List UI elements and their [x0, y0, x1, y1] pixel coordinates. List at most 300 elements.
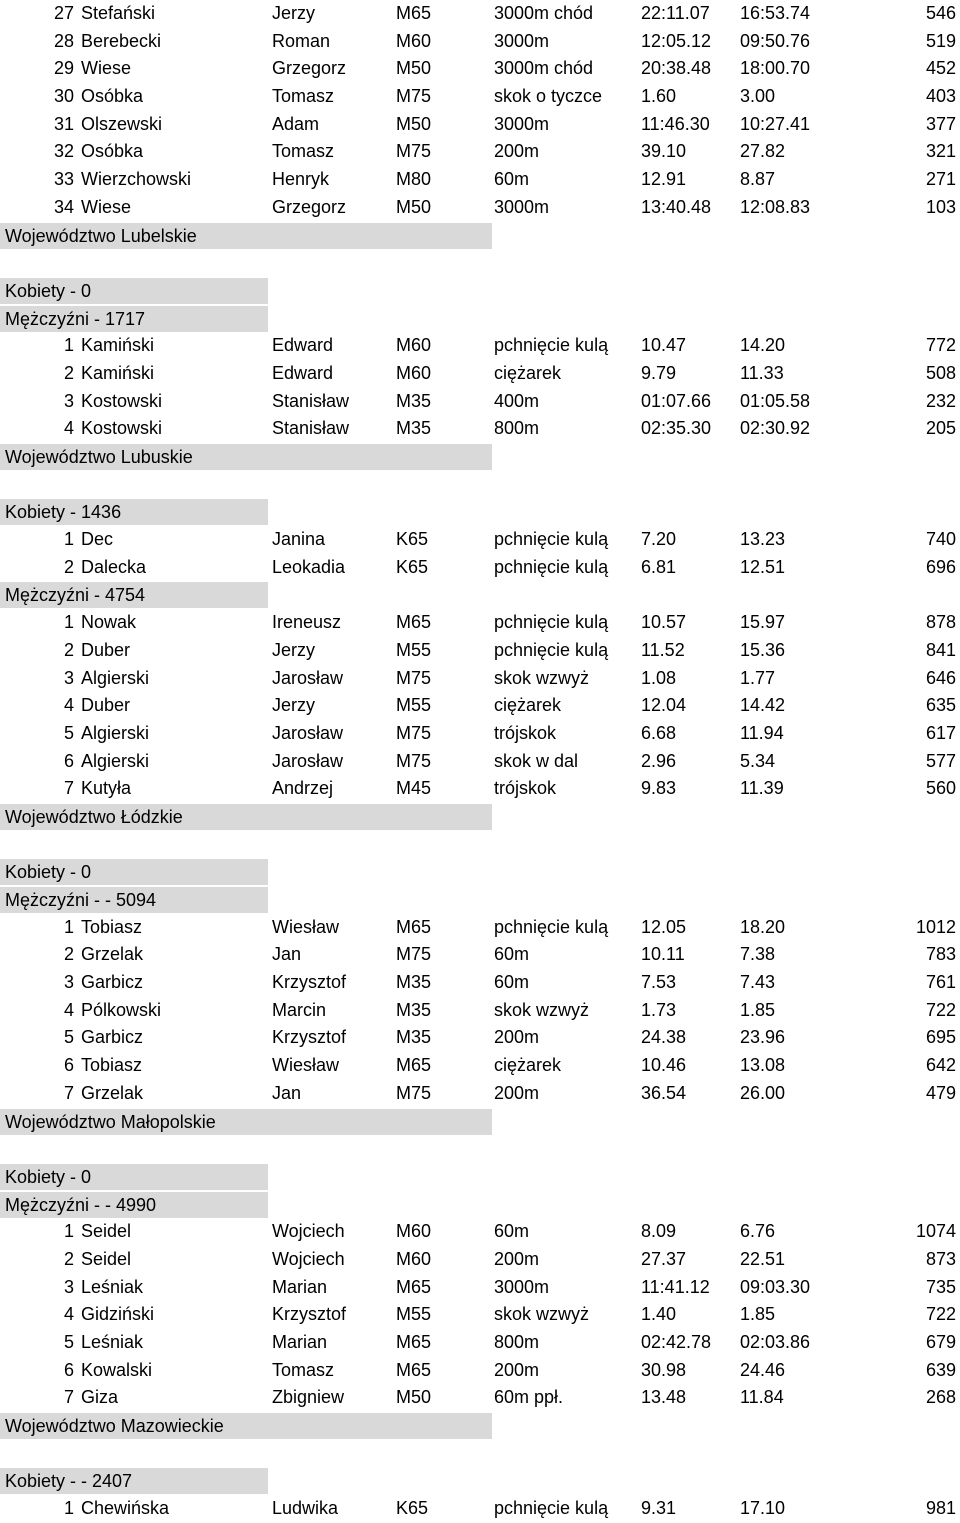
cell-last: Algierski [81, 750, 150, 771]
cell-res: 7.20 [641, 529, 677, 550]
cell-cat: M65 [396, 3, 432, 23]
cell-res: 24.38 [641, 1027, 687, 1048]
cell-first: Ludwika [272, 1498, 339, 1519]
cell-first: Jerzy [272, 639, 316, 660]
cell-conv: 1.77 [740, 667, 776, 688]
cell-num: 1 [63, 1221, 74, 1242]
cell-res: 11:46.30 [641, 113, 710, 134]
cell-last: Kutyła [81, 778, 132, 799]
cell-res: 9.83 [641, 778, 677, 799]
region-header [0, 443, 960, 471]
cell-num: 1 [63, 1498, 74, 1519]
gender-summary: Mężczyźni - 4754 [5, 585, 146, 606]
cell-first: Jerzy [272, 695, 316, 716]
cell-last: Garbicz [81, 972, 144, 993]
cell-num: 6 [63, 1055, 74, 1076]
region-band [0, 223, 492, 249]
cell-num: 33 [53, 169, 74, 190]
cell-last: Tobiasz [81, 916, 143, 937]
table-row [0, 1274, 960, 1302]
cell-event: pchnięcie kulą [494, 612, 609, 633]
cell-conv: 02:30.92 [740, 418, 811, 439]
cell-num: 7 [63, 1387, 74, 1408]
cell-last: Berebecki [81, 30, 162, 51]
table-row [0, 388, 960, 416]
cell-cat: M75 [396, 722, 432, 743]
cell-last: Algierski [81, 667, 150, 688]
cell-cat: M75 [396, 141, 432, 162]
cell-cat: M35 [396, 999, 432, 1020]
cell-res: 13:40.48 [641, 196, 712, 217]
cell-num: 2 [63, 556, 74, 577]
cell-res: 6.81 [641, 556, 677, 577]
cell-pts: 403 [925, 86, 956, 107]
cell-conv: 17.10 [740, 1498, 786, 1519]
cell-first: Henryk [272, 169, 330, 190]
cell-event: 60m [494, 169, 530, 190]
cell-conv: 15.36 [740, 639, 786, 660]
region-name: Województwo Lubuskie [5, 447, 193, 467]
region-name: Województwo Małopolskie [5, 1111, 216, 1132]
cell-last: Dalecka [81, 556, 147, 577]
gender-summary: Kobiety - 0 [5, 280, 92, 301]
cell-conv: 26.00 [740, 1082, 786, 1103]
gender-summary: Mężczyźni - - 4990 [5, 1194, 157, 1215]
cell-cat: M55 [396, 695, 432, 716]
cell-num: 2 [63, 362, 74, 383]
cell-first: Stanisław [272, 418, 350, 439]
cell-first: Wiesław [272, 916, 340, 937]
cell-event: 200m [494, 1027, 540, 1048]
cell-first: Adam [272, 113, 320, 134]
cell-num: 2 [63, 639, 74, 660]
region-band [0, 804, 492, 830]
cell-num: 1 [63, 916, 74, 937]
table-row [0, 526, 960, 554]
cell-first: Jarosław [272, 750, 344, 771]
cell-conv: 13.08 [740, 1055, 786, 1076]
cell-event: 400m [494, 390, 540, 411]
cell-last: Duber [81, 695, 131, 716]
region-header [0, 803, 960, 831]
cell-cat: M60 [396, 1221, 432, 1242]
cell-first: Stanisław [272, 390, 350, 411]
cell-cat: K65 [396, 1498, 429, 1519]
cell-pts: 377 [925, 113, 956, 134]
table-row [0, 720, 960, 748]
cell-pts: 321 [925, 141, 956, 162]
cell-first: Edward [272, 362, 334, 383]
cell-last: Leśniak [81, 1276, 144, 1297]
cell-first: Marian [272, 1332, 328, 1352]
cell-event: 200m [494, 1082, 540, 1103]
cell-first: Wiesław [272, 1055, 340, 1076]
cell-first: Krzysztof [272, 1304, 347, 1325]
cell-event: pchnięcie kulą [494, 335, 609, 356]
spacer-row [0, 1135, 960, 1163]
cell-first: Marian [272, 1276, 328, 1297]
cell-first: Tomasz [272, 141, 335, 162]
cell-cat: M60 [396, 362, 432, 383]
cell-event: 3000m chód [494, 58, 594, 79]
region-header [0, 1108, 960, 1136]
gender-band [0, 1192, 268, 1218]
cell-conv: 8.87 [740, 169, 776, 190]
gender-summary: Kobiety - 0 [5, 1166, 92, 1187]
cell-first: Tomasz [272, 1359, 335, 1380]
cell-res: 6.68 [641, 722, 677, 743]
spacer-row [0, 249, 960, 277]
cell-num: 1 [63, 529, 74, 550]
cell-pts: 740 [925, 529, 956, 550]
cell-cat: M75 [396, 944, 432, 965]
cell-event: 800m [494, 1332, 540, 1352]
cell-pts: 1074 [915, 1221, 956, 1242]
cell-cat: M65 [396, 1332, 432, 1352]
cell-event: ciężarek [494, 695, 562, 716]
cell-cat: M50 [396, 58, 432, 79]
table-row [0, 1495, 960, 1523]
cell-res: 1.73 [641, 999, 677, 1020]
gender-header [0, 1163, 960, 1191]
table-row [0, 194, 960, 222]
cell-res: 11:41.12 [641, 1276, 710, 1297]
cell-conv: 01:05.58 [740, 390, 811, 411]
cell-res: 1.60 [641, 86, 677, 107]
cell-last: Tobiasz [81, 1055, 143, 1076]
region-header [0, 1412, 960, 1440]
cell-event: trójskok [494, 778, 557, 799]
table-row [0, 748, 960, 776]
table-row [0, 360, 960, 388]
cell-conv: 09:50.76 [740, 30, 811, 51]
cell-conv: 6.76 [740, 1221, 776, 1242]
cell-last: Osóbka [81, 141, 144, 162]
cell-cat: M55 [396, 1304, 432, 1325]
cell-pts: 103 [925, 196, 956, 217]
cell-first: Krzysztof [272, 972, 347, 993]
cell-cat: M80 [396, 169, 432, 190]
cell-last: Wiese [81, 196, 132, 217]
cell-conv: 15.97 [740, 612, 786, 633]
cell-cat: M65 [396, 1276, 432, 1297]
cell-event: 60m [494, 972, 530, 993]
cell-conv: 14.42 [740, 695, 786, 716]
cell-conv: 18.20 [740, 916, 786, 937]
region-band [0, 444, 492, 470]
cell-first: Jarosław [272, 722, 344, 743]
cell-event: 3000m chód [494, 3, 594, 23]
cell-first: Jerzy [272, 3, 316, 23]
cell-res: 39.10 [641, 141, 687, 162]
cell-conv: 22.51 [740, 1248, 786, 1269]
gender-summary: Kobiety - 0 [5, 862, 92, 883]
cell-event: 200m [494, 141, 540, 162]
cell-pts: 642 [925, 1055, 956, 1076]
cell-pts: 560 [925, 778, 956, 799]
gender-header [0, 498, 960, 526]
cell-conv: 14.20 [740, 335, 786, 356]
gender-header [0, 1467, 960, 1495]
cell-conv: 10:27.41 [740, 113, 811, 134]
cell-pts: 271 [925, 169, 956, 190]
cell-res: 22:11.07 [641, 3, 710, 23]
gender-summary: Mężczyźni - 1717 [5, 308, 146, 329]
cell-first: Leokadia [272, 556, 346, 577]
cell-first: Zbigniew [272, 1387, 345, 1408]
cell-pts: 479 [925, 1082, 956, 1103]
cell-first: Jan [272, 1082, 302, 1103]
cell-conv: 7.38 [740, 944, 776, 965]
cell-cat: M60 [396, 1248, 432, 1269]
table-row [0, 415, 960, 443]
cell-num: 2 [63, 944, 74, 965]
cell-pts: 783 [925, 944, 956, 965]
cell-num: 4 [63, 695, 74, 716]
cell-last: Wiese [81, 58, 132, 79]
table-row [0, 28, 960, 56]
cell-event: 3000m [494, 1276, 550, 1297]
cell-conv: 27.82 [740, 141, 786, 162]
cell-event: skok wzwyż [494, 999, 590, 1020]
gender-header [0, 305, 960, 333]
cell-num: 3 [63, 667, 74, 688]
cell-first: Grzegorz [272, 58, 347, 79]
cell-cat: M35 [396, 418, 432, 439]
region-name: Województwo Mazowieckie [5, 1416, 224, 1437]
cell-last: Garbicz [81, 1027, 144, 1048]
cell-last: Stefański [81, 3, 156, 23]
cell-first: Marcin [272, 999, 327, 1020]
cell-cat: M35 [396, 1027, 432, 1048]
cell-res: 02:42.78 [641, 1332, 712, 1352]
table-row [0, 554, 960, 582]
cell-cat: M65 [396, 612, 432, 633]
cell-res: 10.57 [641, 612, 687, 633]
cell-last: Osóbka [81, 86, 144, 107]
cell-event: pchnięcie kulą [494, 529, 609, 550]
cell-last: Nowak [81, 612, 137, 633]
cell-event: 60m [494, 944, 530, 965]
cell-pts: 722 [925, 1304, 956, 1325]
cell-cat: M55 [396, 639, 432, 660]
cell-res: 9.31 [641, 1498, 677, 1519]
cell-last: Kamiński [81, 362, 155, 383]
cell-cat: M50 [396, 113, 432, 134]
cell-pts: 452 [925, 58, 956, 79]
cell-last: Dec [81, 529, 114, 550]
cell-last: Kamiński [81, 335, 155, 356]
cell-cat: M50 [396, 1387, 432, 1408]
cell-event: 3000m [494, 196, 550, 217]
region-band [0, 1109, 492, 1135]
cell-first: Wojciech [272, 1221, 345, 1242]
cell-last: Grzelak [81, 944, 144, 965]
cell-pts: 772 [925, 335, 956, 356]
table-row [0, 55, 960, 83]
cell-res: 10.46 [641, 1055, 687, 1076]
cell-event: skok o tyczce [494, 86, 603, 107]
table-row [0, 111, 960, 139]
cell-pts: 519 [925, 30, 956, 51]
cell-pts: 268 [925, 1387, 956, 1408]
cell-conv: 12.51 [740, 556, 786, 577]
spacer-row [0, 831, 960, 859]
cell-cat: M50 [396, 196, 432, 217]
gender-header [0, 581, 960, 609]
gender-header [0, 277, 960, 305]
cell-conv: 09:03.30 [740, 1276, 811, 1297]
cell-res: 9.79 [641, 362, 677, 383]
cell-pts: 679 [925, 1332, 956, 1352]
gender-header [0, 1191, 960, 1219]
cell-event: 200m [494, 1359, 540, 1380]
table-row [0, 0, 960, 28]
cell-event: pchnięcie kulą [494, 639, 609, 660]
cell-last: Kostowski [81, 390, 163, 411]
spacer-row [0, 471, 960, 499]
cell-event: ciężarek [494, 362, 562, 383]
cell-cat: M65 [396, 916, 432, 937]
gender-band [0, 278, 268, 304]
cell-num: 4 [63, 1304, 74, 1325]
cell-num: 32 [53, 141, 74, 162]
cell-event: 800m [494, 418, 540, 439]
cell-pts: 695 [925, 1027, 956, 1048]
cell-cat: M75 [396, 750, 432, 771]
cell-last: Seidel [81, 1248, 132, 1269]
region-name: Województwo Łódzkie [5, 806, 183, 827]
gender-band [0, 887, 268, 913]
cell-conv: 18:00.70 [740, 58, 811, 79]
cell-first: Krzysztof [272, 1027, 347, 1048]
cell-num: 5 [63, 722, 74, 743]
table-row [0, 609, 960, 637]
cell-conv: 5.34 [740, 750, 776, 771]
cell-first: Tomasz [272, 86, 335, 107]
table-row [0, 83, 960, 111]
gender-header [0, 858, 960, 886]
cell-cat: M45 [396, 778, 432, 799]
cell-pts: 617 [925, 722, 956, 743]
table-row [0, 637, 960, 665]
cell-conv: 3.00 [740, 86, 776, 107]
cell-res: 12.91 [641, 169, 687, 190]
cell-cat: M65 [396, 1055, 432, 1076]
cell-res: 30.98 [641, 1359, 687, 1380]
table-row [0, 1052, 960, 1080]
table-row [0, 1329, 960, 1357]
cell-last: Pólkowski [81, 999, 162, 1020]
cell-cat: K65 [396, 556, 429, 577]
cell-pts: 841 [925, 639, 956, 660]
cell-pts: 722 [925, 999, 956, 1020]
table-row [0, 1246, 960, 1274]
cell-cat: M35 [396, 390, 432, 411]
table-row [0, 1080, 960, 1108]
cell-cat: M35 [396, 972, 432, 993]
cell-first: Roman [272, 30, 331, 51]
cell-last: Seidel [81, 1221, 132, 1242]
cell-res: 2.96 [641, 750, 677, 771]
table-row [0, 914, 960, 942]
cell-res: 27.37 [641, 1248, 687, 1269]
cell-pts: 232 [925, 390, 956, 411]
cell-last: Gidziński [81, 1304, 155, 1325]
table-row [0, 1024, 960, 1052]
table-row [0, 665, 960, 693]
cell-num: 5 [63, 1332, 74, 1352]
cell-last: Wierzchowski [81, 169, 192, 190]
cell-pts: 761 [925, 972, 956, 993]
cell-conv: 24.46 [740, 1359, 786, 1380]
table-row [0, 138, 960, 166]
table-row [0, 692, 960, 720]
cell-last: Giza [81, 1387, 119, 1408]
gender-band [0, 859, 268, 885]
table-row [0, 1218, 960, 1246]
cell-pts: 873 [925, 1248, 956, 1269]
gender-summary: Kobiety - - 2407 [5, 1471, 133, 1492]
cell-event: ciężarek [494, 1055, 562, 1076]
cell-num: 1 [63, 612, 74, 633]
cell-conv: 13.23 [740, 529, 786, 550]
cell-event: 3000m [494, 30, 550, 51]
cell-res: 36.54 [641, 1082, 687, 1103]
cell-pts: 635 [925, 695, 956, 716]
cell-event: pchnięcie kulą [494, 556, 609, 577]
cell-first: Andrzej [272, 778, 334, 799]
cell-num: 29 [53, 58, 74, 79]
cell-res: 8.09 [641, 1221, 677, 1242]
cell-num: 30 [53, 86, 74, 107]
region-header [0, 222, 960, 250]
cell-res: 12.05 [641, 916, 687, 937]
cell-last: Grzelak [81, 1082, 144, 1103]
gender-summary: Kobiety - 1436 [5, 502, 122, 523]
cell-num: 34 [53, 196, 74, 217]
cell-res: 20:38.48 [641, 58, 712, 79]
cell-num: 7 [63, 1082, 74, 1103]
cell-event: 60m ppł. [494, 1387, 564, 1408]
cell-pts: 577 [925, 750, 956, 771]
cell-conv: 16:53.74 [740, 3, 811, 23]
table-row [0, 1301, 960, 1329]
cell-first: Wojciech [272, 1248, 345, 1269]
cell-num: 1 [63, 335, 74, 356]
cell-num: 3 [63, 390, 74, 411]
cell-conv: 11.84 [740, 1387, 784, 1408]
cell-conv: 11.94 [740, 722, 784, 743]
spacer-row [0, 1440, 960, 1468]
cell-conv: 11.39 [740, 778, 784, 799]
gender-band [0, 1468, 268, 1494]
gender-band [0, 1164, 268, 1190]
cell-event: skok w dal [494, 750, 579, 771]
cell-event: pchnięcie kulą [494, 916, 609, 937]
cell-cat: K65 [396, 529, 429, 550]
cell-last: Algierski [81, 722, 150, 743]
cell-cat: M60 [396, 30, 432, 51]
cell-cat: M75 [396, 1082, 432, 1103]
cell-num: 7 [63, 778, 74, 799]
cell-event: skok wzwyż [494, 1304, 590, 1325]
cell-first: Janina [272, 529, 326, 550]
cell-res: 10.47 [641, 335, 687, 356]
cell-pts: 735 [925, 1276, 956, 1297]
cell-event: trójskok [494, 722, 557, 743]
cell-pts: 696 [925, 556, 956, 577]
